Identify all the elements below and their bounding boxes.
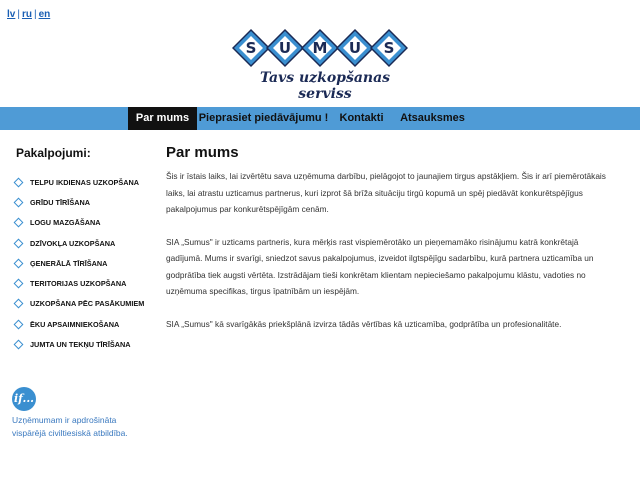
- lang-link-en[interactable]: en: [38, 9, 51, 20]
- service-link[interactable]: [12, 172, 162, 192]
- svg-text:M: M: [312, 39, 328, 57]
- service-link[interactable]: [12, 334, 162, 354]
- service-label: UZKOPŠANA PĒC PASĀKUMIEM: [30, 299, 145, 309]
- diamond-bullet-icon: [14, 340, 24, 350]
- lang-link-lv[interactable]: lv: [7, 9, 16, 20]
- language-switcher: [7, 9, 50, 20]
- service-label: TERITORIJAS UZKOPŠANA: [30, 279, 127, 289]
- service-label: JUMTA UN TEKŅU TĪRĪŠANA: [30, 340, 131, 350]
- service-label: ĒKU APSAIMNIEKOŠANA: [30, 319, 120, 329]
- service-link[interactable]: [12, 294, 162, 314]
- diamond-bullet-icon: [14, 197, 24, 207]
- insurance-note-line: Uzņēmumam ir apdrošināta: [12, 415, 117, 425]
- svg-text:U: U: [348, 39, 362, 57]
- svg-text:S: S: [245, 39, 257, 57]
- lang-link-ru[interactable]: ru: [21, 9, 32, 20]
- content-paragraph: SIA „Sumus" ir uzticams partneris, kura mērķis rast vispiemērotāko un pieņemamāko risinājumu katrā konkrētajā gadījumā. Mums ir svarīgi, sniedzot savus pakalpojumus, izveidot ilgtspējīgu sadarbību, kurā partnera uzticamība un godprātība tiek augsti vērtēta. Izstrādājam tieši konkrētam klientam nepieciešamo pakalpojumu klāstu, vadoties no uzņēmuma specifikas, tirgus īpatnībām un iespējām.: [166, 236, 594, 296]
- service-link[interactable]: [12, 314, 162, 334]
- logo-tagline: Tavs uzkopšanas serviss: [259, 70, 391, 102]
- lang-separator: |: [17, 9, 20, 20]
- service-link[interactable]: [12, 273, 162, 293]
- diamond-bullet-icon: [14, 299, 24, 309]
- insurer-if-logo[interactable]: if...: [12, 387, 36, 411]
- page-title: Par mums: [166, 144, 239, 161]
- lang-separator: |: [33, 9, 37, 20]
- nav-item-par-mums[interactable]: Par mums: [128, 107, 197, 130]
- service-label: TELPU IKDIENAS UZKOPŠANA: [30, 177, 140, 187]
- diamond-bullet-icon: [14, 177, 24, 187]
- nav-item-pieprasiet-piedavajumu[interactable]: Pieprasiet piedāvājumu !: [198, 112, 329, 124]
- nav-item-atsauksmes[interactable]: Atsauksmes: [400, 112, 465, 124]
- nav-item-kontakti[interactable]: Kontakti: [339, 112, 384, 124]
- service-link[interactable]: [12, 253, 162, 273]
- logo-letter-5: [371, 30, 407, 66]
- service-label: GRĪDU TĪRĪŠANA: [30, 197, 90, 207]
- diamond-bullet-icon: [14, 258, 24, 268]
- content-paragraph: Šis ir īstais laiks, lai izvērtētu sava uzņēmuma darbību, pielāgojot to jaunajiem tirgus apstākļiem. Šis ir arī piemērotākais laiks, lai atrastu uzticamus partnerus, kuri izprot šā brīža situāciju tirgū kopumā un spēj piedāvāt konkurētspējīgus pakalpojumus par konkurētspējīgām cenām.: [166, 171, 606, 214]
- service-label: LOGU MAZGĀŠANA: [30, 218, 101, 228]
- diamond-bullet-icon: [14, 238, 24, 248]
- diamond-bullet-icon: [14, 319, 24, 329]
- logo-letter-1: [233, 30, 269, 66]
- services-list: [12, 172, 162, 355]
- svg-text:S: S: [383, 39, 395, 57]
- logo-letter-3: [302, 30, 338, 66]
- services-heading: Pakalpojumi:: [16, 146, 91, 160]
- insurance-note-line: vispārējā civiltiesiskā atbildība.: [12, 428, 128, 438]
- content-paragraph: SIA „Sumus" kā svarīgākās priekšplānā izvirza tādās vērtības kā uzticamība, godprātība un profesionalitāte.: [166, 318, 562, 329]
- logo-letter-2: [267, 30, 303, 66]
- diamond-bullet-icon: [14, 279, 24, 289]
- service-label: ĢENERĀLĀ TĪRĪŠANA: [30, 258, 108, 268]
- svg-text:U: U: [278, 39, 292, 57]
- service-link[interactable]: [12, 233, 162, 253]
- insurance-note[interactable]: [12, 414, 162, 440]
- service-link[interactable]: [12, 192, 162, 212]
- about-content: [166, 168, 611, 348]
- service-label: DZĪVOKĻA UZKOPŠANA: [30, 238, 116, 248]
- logo-letter-4: [337, 30, 373, 66]
- service-link[interactable]: [12, 213, 162, 233]
- diamond-bullet-icon: [14, 218, 24, 228]
- main-nav: [0, 107, 640, 130]
